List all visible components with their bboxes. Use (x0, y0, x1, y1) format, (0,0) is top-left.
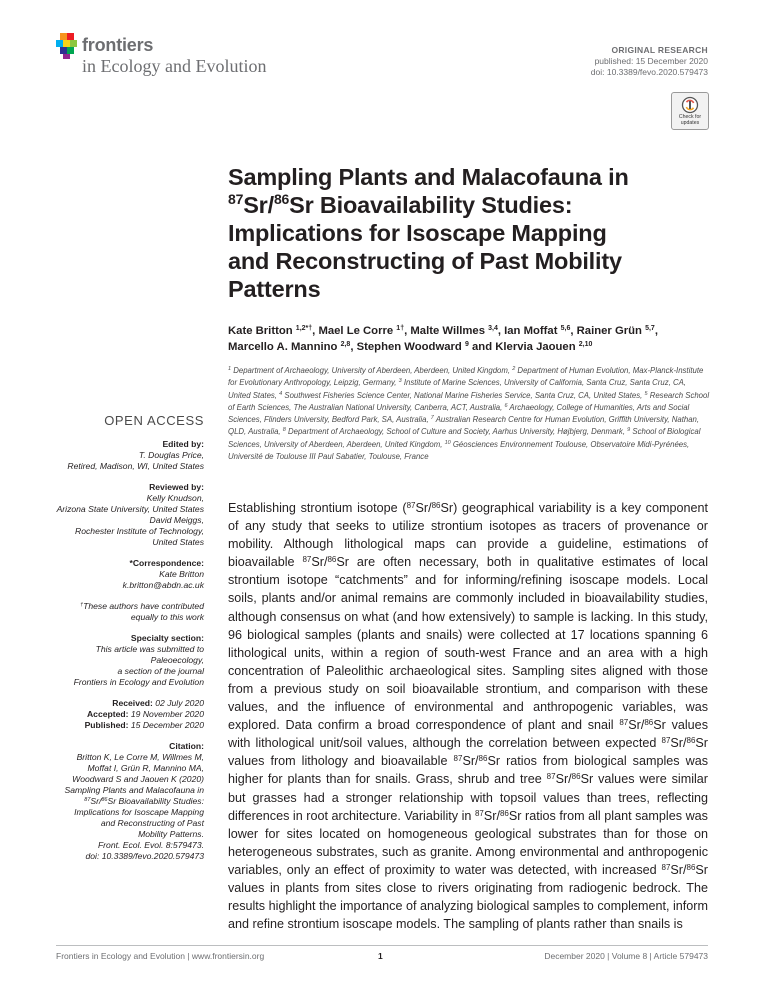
affiliations: $^1$ Department of Archaeology, University of Aberdeen, Aberdeen, United Kingdom, $^2$ Department of Human Evolution, Max-Planck-Institute for Evolutionary Anthropology, Leipzig, Germany, $^3$ Institute of Marine Sciences, University of California, Santa Cruz, Santa Cruz, CA, United States, $^4$ Southwest Fisheries Science Center, National Marine Fisheries Service, Santa Cruz, CA, United States, $^5$ Research School of Earth Sciences, The Australian National University, Canberra, ACT, Australia, $^6$ Archaeology, College of Humanities, Arts and Social Sciences, Flinders University, Bedford Park, SA, Australia, $^7$ Australian Research Centre for Human Evolution, Griffith University, Nathan, QLD, Australia, $^8$ Department of Archaeology, School of Culture and Society, Aarhus University, Højbjerg, Denmark, $^9$ School of Biological Sciences, University of Aberdeen, Aberdeen, United Kingdom, $^{10}$ Géosciences Environnement Toulouse, Observatoire Midi-Pyrénées, Université de Toulouse III Paul Sabatier, Toulouse, France (228, 366, 710, 462)
isotope-superscript: 87 (546, 772, 556, 782)
citation-section: Citation: Britton K, Le Corre M, Willmes M, Moffat I, Grün R, Mannino MA, Woodward S and Jaouen K (2020) Sampling Plants and Malacofauna in $^{87}$Sr/$^{86}$Sr Bioavailability Studies: Implications for Isoscape Mapping and Reconstructing of Past Mobility Patterns. Front. Ecol. Evol. 8:579473. doi: 10.3389/fevo.2020.579473 (14, 741, 204, 862)
journal-logo (56, 32, 296, 78)
article-sidebar (14, 413, 204, 872)
specialty-section: Specialty section: This article was submitted to Paleoecology, a section of the journal Frontiers in Ecology and Evolution (73, 633, 204, 687)
footer-divider (56, 945, 708, 946)
isotope-superscript: 87 (619, 718, 629, 728)
isotope-superscript: 87 (406, 501, 416, 510)
abstract-segment: Sr/ (670, 862, 687, 877)
abstract-segment: Sr/ (483, 808, 500, 823)
isotope-superscript: 86 (327, 555, 337, 565)
author[interactable]: Malte Willmes $^{3,4}$ (410, 325, 498, 337)
isotope-superscript: 87 (453, 754, 463, 764)
author[interactable]: Stephen Woodward $^9$ (356, 341, 469, 353)
abstract-segment: Sr ratios from all plant samples was lower for sites located on homogeneous geological substrates than for those on heterogeneous substrates, such as granite. Among environmental and anthropogenic variables, only an effect of proximity to water was detected, with increased (228, 808, 708, 877)
author[interactable]: Kate Britton $^{1,2*\dagger}$ (228, 325, 313, 337)
abstract-segment: Sr/ (415, 501, 432, 515)
published-date-sidebar: Published: 15 December 2020 (84, 720, 204, 730)
open-access-label: OPEN ACCESS (104, 413, 204, 428)
frontiers-logo-icon (56, 33, 78, 59)
abstract-segment: Establishing strontium isotope ( (228, 501, 407, 515)
published-date: published: 15 December 2020 (594, 56, 708, 66)
isotope-superscript: 86 (644, 718, 654, 728)
edited-by-section: Edited by: T. Douglas Price, Retired, Madison, WI, United States (67, 439, 204, 471)
reviewed-by-section: Reviewed by: Kelly Knudson, Arizona State University, United States David Meiggs, Rochester Institute of Technology, United States (56, 482, 204, 547)
accepted-date: Accepted: 19 November 2020 (86, 709, 204, 719)
page-number: 1 (378, 951, 383, 961)
abstract-segment: Sr/ (555, 772, 572, 787)
abstract-segment: Sr values were similar but grasses had a stronger relationship with topsoil values than trees, reflecting differences in root architecture. Variability in (228, 772, 708, 823)
isotope-superscript: 87 (661, 862, 671, 872)
abstract-text (228, 499, 708, 933)
author-list: Kate Britton $^{1,2*\dagger}$, Mael Le Corre $^{1\dagger}$, Malte Willmes $^{3,4}$, Ian Moffat $^{5,6}$, Rainer Grün $^{5,7}$, Marcello A. Mannino $^{2,8}$, Stephen Woodward $^9$ and Klervia Jaouen $^{2,10}$ (228, 325, 658, 353)
correspondence-section: *Correspondence: Kate Britton k.britton@abdn.ac.uk (14, 558, 204, 591)
correspondence-email[interactable]: k.britton@abdn.ac.uk (122, 580, 204, 590)
check-for-updates-badge[interactable] (671, 92, 709, 130)
abstract-segment: Sr) geographical variability is a key component of any study that seeks to utilize strontium isotopes as tracers of provenance or mobility. Although lithological maps can provide a guideline, estimations of bioavailable (228, 501, 708, 570)
brand-name: frontiers (82, 35, 154, 55)
abstract-segment: Sr are often necessary, both in qualitative estimates of local strontium isotope “catchments” and for informing/refining isoscape models. Local soils, plants and/or animal remains are commonly included in bioavailability studies, although consensus on what (and how extensively) to sample is lacking. In this study, 96 biological samples (plants and snails) were collected at 17 locations spanning 6 lithological units, within a region of south-west France and an area with a high concentration of Paleolithic archaeological sites. Sampling sites aligned with those from a previous study on soil bioavailable strontium, and comparison with these values, and the influence of environmental and anthropogenic variables, was explored. Data confirm a broad correspondence of plant and snail (228, 555, 708, 733)
isotope-superscript: 87 (661, 736, 671, 746)
isotope-superscript: 86 (571, 772, 581, 782)
abstract-segment: Sr/ (462, 754, 479, 769)
check-updates-label: Check for updates (678, 114, 702, 126)
received-date: Received: 02 July 2020 (112, 698, 204, 708)
abstract-segment: Sr values with lithological unit/soil values, although the correlation between expected (228, 718, 708, 751)
isotope-superscript: 86 (499, 808, 509, 818)
abstract-segment: Sr/ (311, 555, 328, 570)
abstract-segment: Sr ratios from biological samples was higher for plants than for snails. Grass, shrub and tree (228, 754, 709, 787)
check-updates-icon (681, 96, 699, 114)
article-meta (591, 45, 708, 78)
citation-doi[interactable]: doi: 10.3389/fevo.2020.579473 (85, 851, 204, 861)
isotope-superscript: 86 (686, 736, 696, 746)
footer-volume-info: December 2020 | Volume 8 | Article 579473 (544, 951, 708, 961)
abstract-segment: Sr values from lithology and bioavailable (228, 736, 708, 769)
abstract-segment: Sr values in plants from sites close to rivers originating from radiogenic bedrock. The results highlight the importance of analyzing biological samples to complement, inform and refine strontium isoscape models. The sampling of plants rather than snails is (228, 862, 708, 932)
isotope-superscript: 87 (474, 808, 484, 818)
isotope-superscript: 86 (686, 862, 696, 872)
journal-name: in Ecology and Evolution (82, 56, 267, 76)
article-type: ORIGINAL RESEARCH (611, 45, 708, 55)
author[interactable]: Marcello A. Mannino $^{2,8}$ (228, 341, 351, 353)
abstract-segment: Sr/ (628, 718, 645, 733)
isotope-superscript: 87 (302, 555, 312, 565)
dates-section (14, 698, 204, 731)
author[interactable]: Ian Moffat $^{5,6}$ (504, 325, 571, 337)
isotope-superscript: 86 (431, 501, 441, 510)
abstract-segment: Sr/ (670, 736, 687, 751)
author[interactable]: Klervia Jaouen $^{2,10}$ (495, 341, 593, 353)
footer-journal-link[interactable]: Frontiers in Ecology and Evolution | www.frontiersin.org (56, 951, 265, 961)
article-doi[interactable]: doi: 10.3389/fevo.2020.579473 (590, 67, 708, 77)
equal-contribution-note: †These authors have contributed equally to this work (80, 601, 204, 622)
article-title: Sampling Plants and Malacofauna in $^{87}$Sr/$^{86}$Sr Bioavailability Studies: Implications for Isoscape Mapping and Reconstructing of Past Mobility Patterns (228, 164, 629, 302)
author[interactable]: Mael Le Corre $^{1\dagger}$ (318, 325, 405, 337)
isotope-superscript: 86 (478, 754, 488, 764)
author[interactable]: Rainer Grün $^{5,7}$ (576, 325, 655, 337)
